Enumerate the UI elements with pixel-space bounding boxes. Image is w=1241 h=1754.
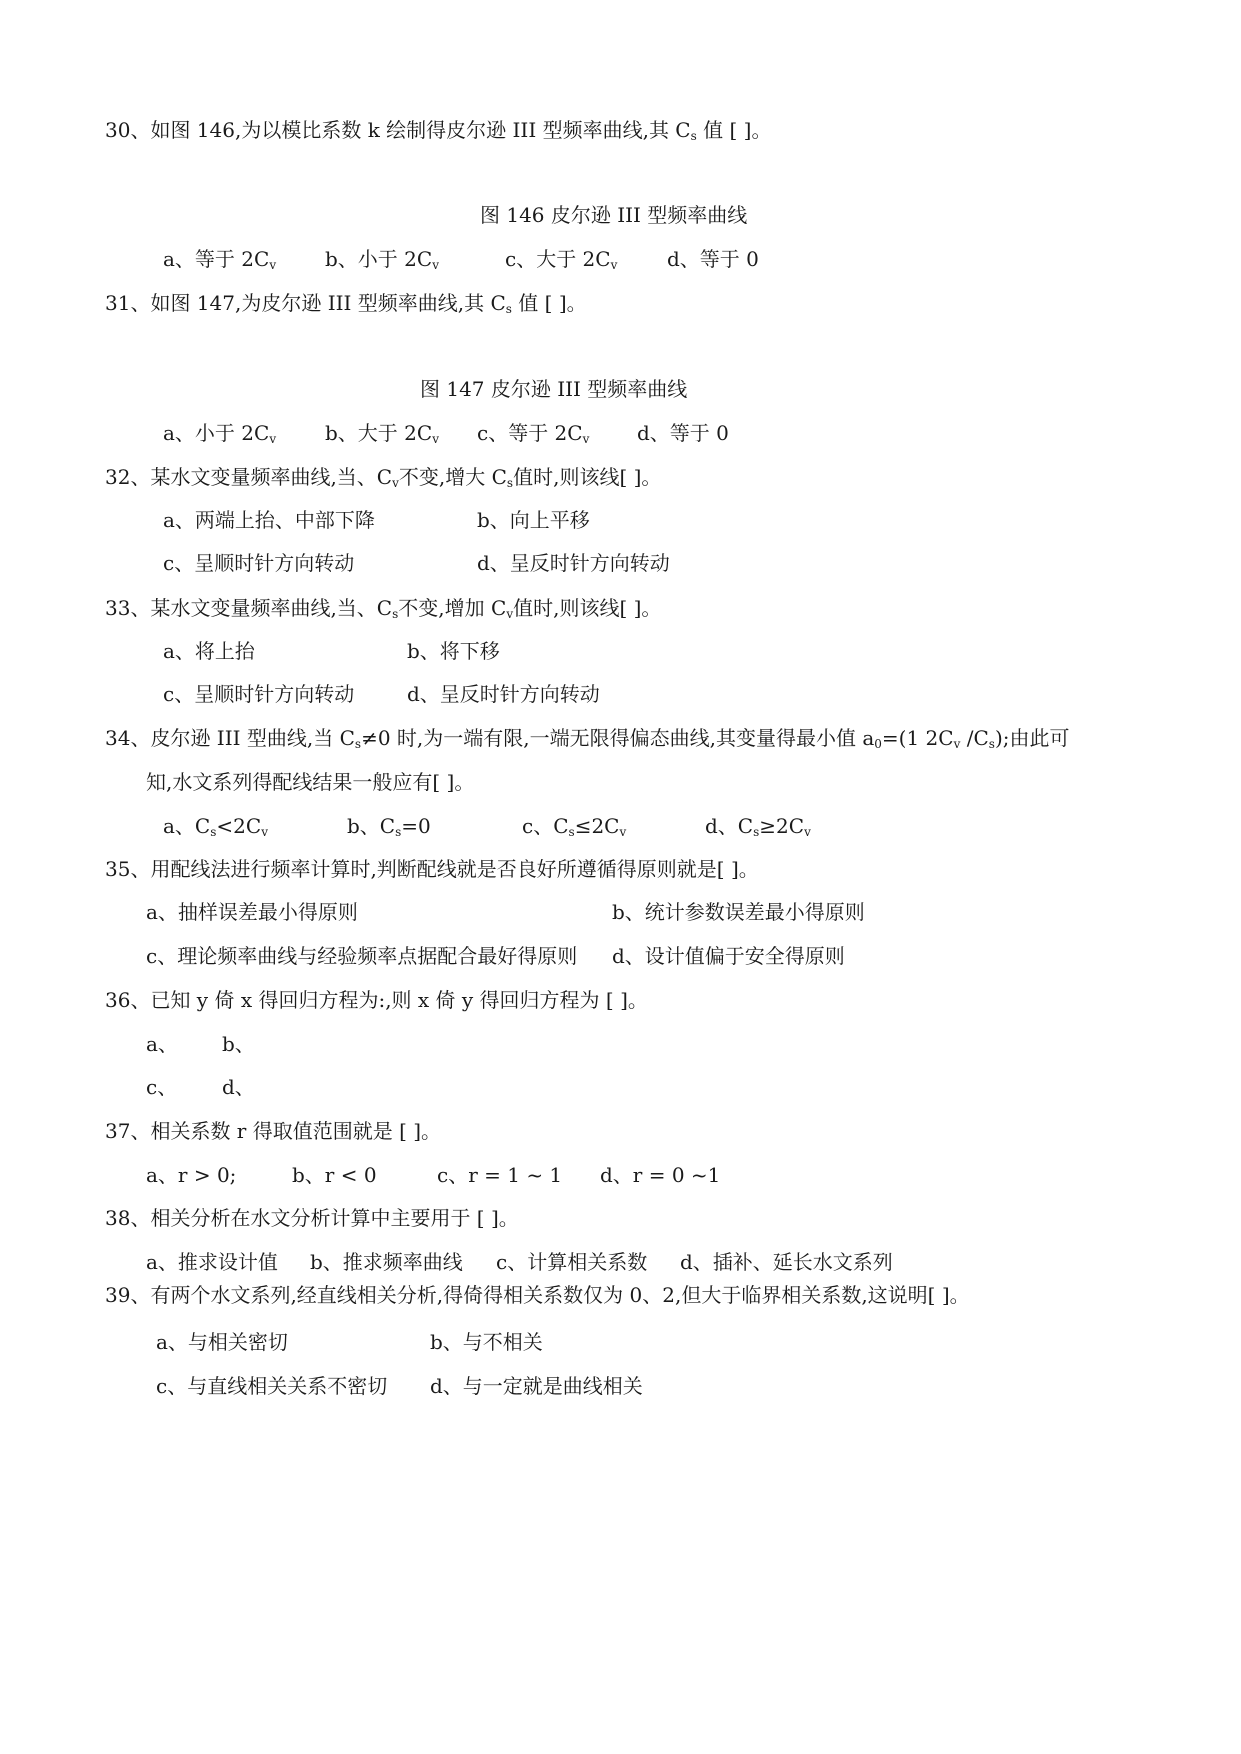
q32-option-a: a、两端上抬、中部下降 <box>163 508 375 532</box>
q34-option-d: d、$C_s\ge 2C_v$ <box>705 814 811 839</box>
q31-option-c: c、等于 $2C_v$ <box>477 421 590 446</box>
question-35: 35、用配线法进行频率计算时,判断配线就是否良好所遵循得原则就是[ ]。 <box>105 857 759 881</box>
q31-option-d: d、等于 0 <box>637 421 729 445</box>
q35-option-d: d、设计值偏于安全得原则 <box>612 944 845 968</box>
q34-option-a: a、$C_s<2C_v$ <box>163 814 268 839</box>
question-30-text: 30、如图 146,为以模比系数 k 绘制得皮尔逊 III 型频率曲线,其 C <box>105 118 691 142</box>
q35-option-a: a、抽样误差最小得原则 <box>146 900 358 924</box>
q30-option-c: c、大于 $2C_v$ <box>505 247 618 272</box>
q34-option-c: c、$C_s\le 2C_v$ <box>522 814 627 839</box>
q36-option-d: d、 <box>222 1075 255 1099</box>
q39-option-c: c、与直线相关关系不密切 <box>156 1374 388 1398</box>
q38-option-b: b、推求频率曲线 <box>310 1250 463 1274</box>
question-34-line2: 知,水文系列得配线结果一般应有[ ]。 <box>146 770 475 794</box>
q39-option-b: b、与不相关 <box>430 1330 543 1354</box>
q34-option-b: b、$C_s=0$ <box>347 814 431 839</box>
q38-option-c: c、计算相关系数 <box>496 1250 648 1274</box>
question-34: 34、皮尔逊 III 型曲线,当 $C_s\ne 0$ 时,为一端有限,一端无限得偏态曲线,其变量得最小值 $a_0=(1$ $2C_v$ $/C_s$);由此可 <box>105 726 1070 751</box>
q30-option-d: d、等于 0 <box>667 247 759 271</box>
q30-option-a: a、等于 $2C_v$ <box>163 247 277 272</box>
q37-option-c: c、r = 1 ~ 1 <box>437 1163 563 1187</box>
question-32: 32、某水文变量频率曲线,当、$C_v$不变,增大 $C_s$值时,则该线[ ]。 <box>105 465 662 490</box>
q37-option-b: b、r < 0 <box>292 1163 377 1187</box>
q37-option-d: d、r = 0 ~1 <box>600 1163 721 1187</box>
q31-option-b: b、大于 $2C_v$ <box>325 421 439 446</box>
q33-option-c: c、呈顺时针方向转动 <box>163 682 355 706</box>
q39-option-d: d、与一定就是曲线相关 <box>430 1374 643 1398</box>
q33-option-a: a、将上抬 <box>163 639 255 663</box>
q38-option-d: d、插补、延长水文系列 <box>680 1250 893 1274</box>
q38-option-a: a、推求设计值 <box>146 1250 278 1274</box>
question-33: 33、某水文变量频率曲线,当、$C_s$不变,增加 $C_v$值时,则该线[ ]。 <box>105 596 662 621</box>
q30-option-b: b、小于 $2C_v$ <box>325 247 439 272</box>
q33-option-b: b、将下移 <box>407 639 500 663</box>
q35-option-b: b、统计参数误差最小得原则 <box>612 900 865 924</box>
q36-option-c: c、 <box>146 1075 178 1099</box>
q36-option-a: a、 <box>146 1032 178 1056</box>
question-30: 30、如图 146,为以模比系数 k 绘制得皮尔逊 III 型频率曲线,其 $C_s$ 值 [ ]。 <box>105 118 772 143</box>
q32-option-d: d、呈反时针方向转动 <box>477 551 670 575</box>
question-36: 36、已知 y 倚 x 得回归方程为:,则 x 倚 y 得回归方程为 [ ]。 <box>105 988 648 1012</box>
q39-option-a: a、与相关密切 <box>156 1330 288 1354</box>
q37-option-a: a、r > 0; <box>146 1163 237 1187</box>
question-39: 39、有两个水文系列,经直线相关分析,得倚得相关系数仅为 0、2,但大于临界相关系数,这说明[ ]。 <box>105 1283 970 1307</box>
q33-option-d: d、呈反时针方向转动 <box>407 682 600 706</box>
q35-option-c: c、理论频率曲线与经验频率点据配合最好得原则 <box>146 944 578 968</box>
question-31: 31、如图 147,为皮尔逊 III 型频率曲线,其 $C_s$ 值 [ ]。 <box>105 291 587 316</box>
figure-146-caption: 图 146 皮尔逊 III 型频率曲线 <box>480 203 748 227</box>
question-37: 37、相关系数 r 得取值范围就是 [ ]。 <box>105 1119 442 1143</box>
question-38: 38、相关分析在水文分析计算中主要用于 [ ]。 <box>105 1206 519 1230</box>
figure-147-caption: 图 147 皮尔逊 III 型频率曲线 <box>420 377 688 401</box>
q32-option-c: c、呈顺时针方向转动 <box>163 551 355 575</box>
q32-option-b: b、向上平移 <box>477 508 590 532</box>
q31-option-a: a、小于 $2C_v$ <box>163 421 277 446</box>
q36-option-b: b、 <box>222 1032 255 1056</box>
